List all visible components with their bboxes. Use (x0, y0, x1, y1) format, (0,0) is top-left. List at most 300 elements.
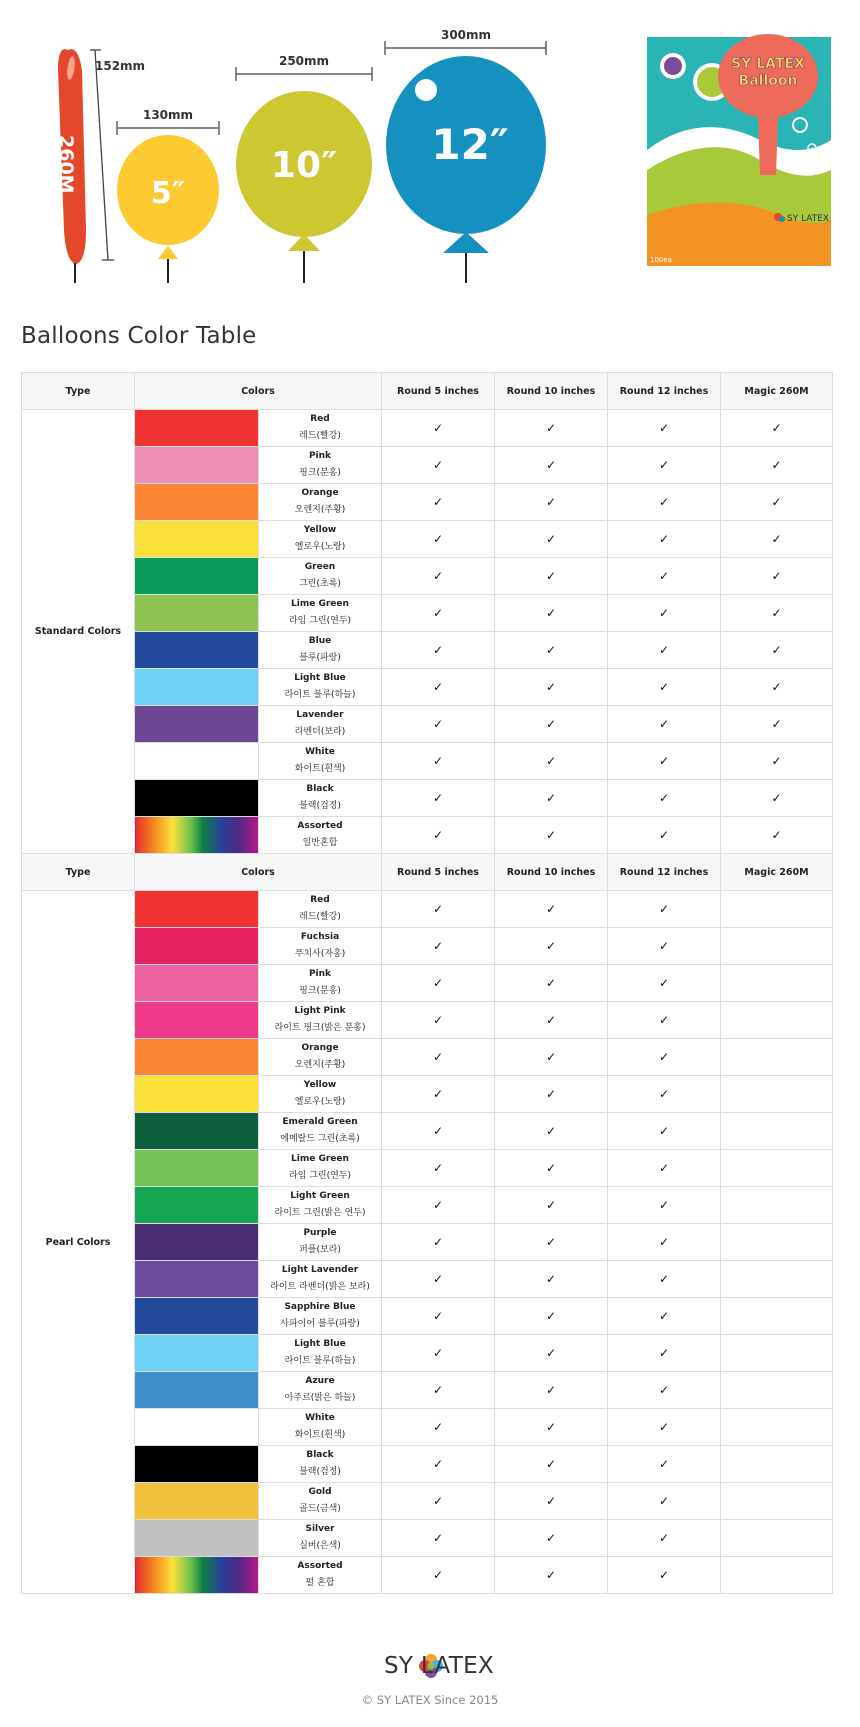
check-mark-icon: ✓ (382, 521, 495, 558)
column-header: Magic 260M (721, 373, 833, 410)
color-name-cell (259, 595, 382, 632)
color-row (22, 1520, 833, 1557)
check-mark-icon: ✓ (382, 891, 495, 928)
column-header: Round 12 inches (608, 373, 721, 410)
dim-300-label: 300mm (440, 28, 492, 42)
color-name-cell (259, 1187, 382, 1224)
color-name-en: Pink (308, 451, 332, 461)
color-name-cell (259, 780, 382, 817)
type-cell: Pearl Colors (22, 891, 135, 1594)
color-row (22, 1446, 833, 1483)
check-mark-icon: ✓ (495, 1520, 608, 1557)
check-mark-icon: ✓ (721, 447, 833, 484)
color-row (22, 743, 833, 780)
check-mark-icon: ✓ (382, 1002, 495, 1039)
color-row (22, 1224, 833, 1261)
color-swatch (135, 1446, 259, 1483)
check-mark-icon: ✓ (608, 1446, 721, 1483)
color-swatch (135, 410, 259, 447)
color-name-ko: 핑크(분홍) (299, 468, 341, 478)
color-row (22, 1483, 833, 1520)
column-header: Colors (135, 854, 382, 891)
color-name-ko: 블루(파랑) (299, 653, 341, 663)
check-mark-icon: ✓ (382, 1409, 495, 1446)
color-name-en: Lavender (296, 710, 344, 720)
color-name-ko: 사파이어 블루(파랑) (280, 1319, 360, 1329)
color-swatch (135, 595, 259, 632)
check-mark-icon: ✓ (382, 1298, 495, 1335)
color-swatch (135, 891, 259, 928)
color-swatch (135, 669, 259, 706)
color-swatch (135, 780, 259, 817)
color-name-ko: 라임 그린(연두) (288, 1171, 352, 1181)
empty-cell (721, 1409, 833, 1446)
check-mark-icon: ✓ (382, 1520, 495, 1557)
color-name-en: Green (304, 562, 336, 572)
balloon-260m-label: 260M (55, 135, 77, 194)
color-name-ko: 일반혼합 (302, 838, 338, 848)
color-name-ko: 에메랄드 그린(초록) (280, 1134, 360, 1144)
color-name-ko: 실버(은색) (299, 1541, 341, 1551)
color-swatch (135, 1076, 259, 1113)
check-mark-icon: ✓ (495, 1076, 608, 1113)
color-name-ko: 옐로우(노랑) (294, 542, 346, 552)
check-mark-icon: ✓ (608, 1335, 721, 1372)
check-mark-icon: ✓ (608, 1224, 721, 1261)
balloon-package (647, 34, 831, 266)
color-swatch (135, 817, 259, 854)
check-mark-icon: ✓ (382, 1446, 495, 1483)
color-name-cell (259, 1483, 382, 1520)
check-mark-icon: ✓ (495, 632, 608, 669)
color-swatch (135, 706, 259, 743)
check-mark-icon: ✓ (382, 632, 495, 669)
color-name-cell (259, 891, 382, 928)
check-mark-icon: ✓ (608, 410, 721, 447)
check-mark-icon: ✓ (382, 965, 495, 1002)
color-name-cell (259, 1372, 382, 1409)
check-mark-icon: ✓ (608, 1187, 721, 1224)
color-name-ko: 블랙(검정) (299, 801, 341, 811)
dim-250 (236, 67, 372, 81)
color-swatch (135, 1224, 259, 1261)
footer-brand: SY LATEX (384, 1653, 494, 1679)
color-name-ko: 퍼플(보라) (299, 1245, 341, 1255)
color-swatch (135, 447, 259, 484)
dim-250-label: 250mm (278, 54, 330, 68)
color-row (22, 484, 833, 521)
color-name-en: Lime Green (291, 1154, 349, 1164)
check-mark-icon: ✓ (382, 1224, 495, 1261)
column-header: Colors (135, 373, 382, 410)
package-logo: SY LATEX (787, 214, 830, 224)
color-name-cell (259, 1409, 382, 1446)
check-mark-icon: ✓ (495, 1409, 608, 1446)
check-mark-icon: ✓ (608, 1557, 721, 1594)
color-name-en: Light Pink (294, 1006, 346, 1016)
color-name-en: Black (306, 784, 334, 794)
check-mark-icon: ✓ (495, 817, 608, 854)
check-mark-icon: ✓ (608, 447, 721, 484)
color-row (22, 1076, 833, 1113)
check-mark-icon: ✓ (721, 817, 833, 854)
color-name-en: Yellow (303, 1080, 337, 1090)
check-mark-icon: ✓ (495, 706, 608, 743)
check-mark-icon: ✓ (382, 780, 495, 817)
check-mark-icon: ✓ (382, 1039, 495, 1076)
check-mark-icon: ✓ (495, 743, 608, 780)
color-name-cell (259, 1298, 382, 1335)
color-swatch (135, 484, 259, 521)
check-mark-icon: ✓ (608, 1409, 721, 1446)
page-title: Balloons Color Table (21, 323, 257, 349)
color-name-cell (259, 410, 382, 447)
color-name-en: Sapphire Blue (284, 1302, 356, 1312)
color-name-cell (259, 1557, 382, 1594)
empty-cell (721, 1224, 833, 1261)
color-row (22, 669, 833, 706)
column-header: Round 5 inches (382, 854, 495, 891)
check-mark-icon: ✓ (495, 1113, 608, 1150)
color-name-ko: 라이트 핑크(밝은 분홍) (274, 1023, 366, 1033)
color-swatch (135, 558, 259, 595)
balloon-5in (117, 135, 219, 283)
table-header-row (22, 854, 833, 891)
color-name-cell (259, 447, 382, 484)
empty-cell (721, 1039, 833, 1076)
check-mark-icon: ✓ (382, 1187, 495, 1224)
color-row (22, 1409, 833, 1446)
color-swatch (135, 1261, 259, 1298)
color-name-en: Orange (301, 1043, 339, 1053)
color-swatch (135, 1113, 259, 1150)
color-row (22, 965, 833, 1002)
check-mark-icon: ✓ (608, 817, 721, 854)
color-row (22, 891, 833, 928)
color-name-en: Azure (305, 1376, 335, 1386)
check-mark-icon: ✓ (608, 484, 721, 521)
color-name-en: Emerald Green (282, 1117, 358, 1127)
balloon-12in-label: 12″ (431, 120, 509, 169)
color-name-en: Yellow (303, 525, 337, 535)
check-mark-icon: ✓ (495, 447, 608, 484)
empty-cell (721, 1261, 833, 1298)
color-name-en: Red (310, 414, 330, 424)
color-swatch (135, 965, 259, 1002)
empty-cell (721, 1150, 833, 1187)
color-name-cell (259, 817, 382, 854)
balloon-10in-label: 10″ (270, 145, 338, 186)
color-row (22, 1002, 833, 1039)
color-name-en: Orange (301, 488, 339, 498)
color-name-cell (259, 1002, 382, 1039)
empty-cell (721, 965, 833, 1002)
color-name-cell (259, 1039, 382, 1076)
check-mark-icon: ✓ (382, 1261, 495, 1298)
check-mark-icon: ✓ (495, 410, 608, 447)
color-name-ko: 라이트 블루(하늘) (284, 690, 356, 700)
empty-cell (721, 1187, 833, 1224)
color-name-ko: 펄 혼합 (305, 1578, 335, 1588)
color-row (22, 447, 833, 484)
color-row (22, 817, 833, 854)
color-name-cell (259, 1113, 382, 1150)
empty-cell (721, 1113, 833, 1150)
check-mark-icon: ✓ (495, 669, 608, 706)
check-mark-icon: ✓ (382, 1372, 495, 1409)
check-mark-icon: ✓ (608, 521, 721, 558)
check-mark-icon: ✓ (721, 484, 833, 521)
color-row (22, 521, 833, 558)
color-name-ko: 그린(초록) (299, 579, 341, 589)
color-name-en: Light Lavender (281, 1265, 359, 1275)
check-mark-icon: ✓ (608, 1150, 721, 1187)
color-name-cell (259, 1261, 382, 1298)
column-header: Round 12 inches (608, 854, 721, 891)
check-mark-icon: ✓ (608, 1261, 721, 1298)
balloon-12in (386, 56, 546, 283)
check-mark-icon: ✓ (608, 558, 721, 595)
color-swatch (135, 1187, 259, 1224)
column-header: Round 10 inches (495, 854, 608, 891)
color-row (22, 1372, 833, 1409)
check-mark-icon: ✓ (495, 1150, 608, 1187)
color-row (22, 595, 833, 632)
color-swatch (135, 1557, 259, 1594)
color-name-ko: 화이트(흰색) (294, 1430, 346, 1440)
check-mark-icon: ✓ (495, 484, 608, 521)
check-mark-icon: ✓ (608, 595, 721, 632)
color-name-ko: 레드(빨강) (299, 912, 341, 922)
color-row (22, 1187, 833, 1224)
color-name-ko: 골드(금색) (299, 1504, 341, 1514)
table-header-row (22, 373, 833, 410)
color-swatch (135, 1150, 259, 1187)
check-mark-icon: ✓ (721, 743, 833, 780)
color-swatch (135, 1520, 259, 1557)
dim-300 (385, 41, 546, 55)
balloon-260m (55, 49, 86, 283)
check-mark-icon: ✓ (495, 521, 608, 558)
color-swatch (135, 1335, 259, 1372)
color-name-ko: 화이트(흰색) (294, 764, 346, 774)
check-mark-icon: ✓ (382, 669, 495, 706)
check-mark-icon: ✓ (608, 706, 721, 743)
check-mark-icon: ✓ (495, 595, 608, 632)
footer-copyright: © SY LATEX Since 2015 (361, 1693, 499, 1707)
check-mark-icon: ✓ (382, 1483, 495, 1520)
color-name-en: Gold (308, 1487, 332, 1497)
color-name-en: White (305, 747, 335, 757)
color-name-ko: 블랙(검정) (299, 1467, 341, 1477)
check-mark-icon: ✓ (721, 780, 833, 817)
color-table (21, 372, 833, 1594)
type-cell: Standard Colors (22, 410, 135, 854)
empty-cell (721, 1520, 833, 1557)
check-mark-icon: ✓ (495, 558, 608, 595)
color-row (22, 410, 833, 447)
color-name-ko: 아주르(밝은 하늘) (284, 1393, 356, 1403)
package-count: 100ea (650, 256, 672, 264)
check-mark-icon: ✓ (608, 1039, 721, 1076)
check-mark-icon: ✓ (382, 1335, 495, 1372)
check-mark-icon: ✓ (721, 706, 833, 743)
color-name-cell (259, 1224, 382, 1261)
color-swatch (135, 928, 259, 965)
color-name-cell (259, 1446, 382, 1483)
check-mark-icon: ✓ (382, 928, 495, 965)
check-mark-icon: ✓ (382, 817, 495, 854)
check-mark-icon: ✓ (608, 780, 721, 817)
check-mark-icon: ✓ (382, 447, 495, 484)
check-mark-icon: ✓ (721, 595, 833, 632)
check-mark-icon: ✓ (495, 1483, 608, 1520)
color-row (22, 1298, 833, 1335)
empty-cell (721, 1002, 833, 1039)
check-mark-icon: ✓ (495, 1557, 608, 1594)
color-row (22, 1335, 833, 1372)
package-product: Balloon (738, 73, 798, 89)
check-mark-icon: ✓ (608, 1298, 721, 1335)
color-name-en: Light Blue (294, 1339, 346, 1349)
color-name-cell (259, 1520, 382, 1557)
color-name-ko: 라이트 블루(하늘) (284, 1356, 356, 1366)
color-row (22, 928, 833, 965)
color-row (22, 706, 833, 743)
color-name-ko: 오렌지(주황) (294, 1060, 346, 1070)
color-name-en: Assorted (297, 821, 343, 831)
column-header: Type (22, 373, 135, 410)
color-row (22, 780, 833, 817)
color-name-cell (259, 669, 382, 706)
color-row (22, 558, 833, 595)
column-header: Round 5 inches (382, 373, 495, 410)
color-name-en: Black (306, 1450, 334, 1460)
color-name-cell (259, 743, 382, 780)
check-mark-icon: ✓ (608, 1076, 721, 1113)
color-swatch (135, 1039, 259, 1076)
color-name-ko: 라벤더(보라) (294, 727, 346, 737)
check-mark-icon: ✓ (495, 1224, 608, 1261)
color-row (22, 1557, 833, 1594)
check-mark-icon: ✓ (495, 928, 608, 965)
check-mark-icon: ✓ (382, 410, 495, 447)
check-mark-icon: ✓ (721, 410, 833, 447)
color-name-en: Blue (308, 636, 332, 646)
check-mark-icon: ✓ (382, 743, 495, 780)
check-mark-icon: ✓ (495, 965, 608, 1002)
check-mark-icon: ✓ (495, 891, 608, 928)
empty-cell (721, 1557, 833, 1594)
color-name-en: Light Blue (294, 673, 346, 683)
check-mark-icon: ✓ (495, 1187, 608, 1224)
empty-cell (721, 1298, 833, 1335)
color-swatch (135, 1298, 259, 1335)
check-mark-icon: ✓ (495, 1002, 608, 1039)
empty-cell (721, 891, 833, 928)
package-brand: SY LATEX (731, 56, 805, 72)
check-mark-icon: ✓ (608, 928, 721, 965)
check-mark-icon: ✓ (608, 1483, 721, 1520)
check-mark-icon: ✓ (495, 1261, 608, 1298)
color-name-cell (259, 1076, 382, 1113)
color-swatch (135, 521, 259, 558)
balloon-size-illustration (0, 0, 860, 300)
empty-cell (721, 1446, 833, 1483)
check-mark-icon: ✓ (721, 669, 833, 706)
color-swatch (135, 632, 259, 669)
color-swatch (135, 1002, 259, 1039)
color-name-cell (259, 558, 382, 595)
color-name-cell (259, 928, 382, 965)
color-swatch (135, 1483, 259, 1520)
check-mark-icon: ✓ (721, 521, 833, 558)
color-name-ko: 핑크(분홍) (299, 986, 341, 996)
empty-cell (721, 1076, 833, 1113)
empty-cell (721, 1372, 833, 1409)
check-mark-icon: ✓ (495, 780, 608, 817)
color-swatch (135, 1372, 259, 1409)
check-mark-icon: ✓ (495, 1039, 608, 1076)
column-header: Round 10 inches (495, 373, 608, 410)
check-mark-icon: ✓ (382, 484, 495, 521)
check-mark-icon: ✓ (382, 706, 495, 743)
color-name-ko: 라임 그린(연두) (288, 616, 352, 626)
empty-cell (721, 1483, 833, 1520)
dim-152 (90, 50, 114, 260)
check-mark-icon: ✓ (721, 558, 833, 595)
color-name-en: Red (310, 895, 330, 905)
color-row (22, 1261, 833, 1298)
color-name-cell (259, 632, 382, 669)
check-mark-icon: ✓ (382, 1150, 495, 1187)
color-name-ko: 옐로우(노랑) (294, 1097, 346, 1107)
color-name-en: Assorted (297, 1561, 343, 1571)
color-name-ko: 라이트 그린(밝은 연두) (274, 1208, 366, 1218)
dim-152-label: 152mm (95, 59, 146, 73)
color-name-en: White (305, 1413, 335, 1423)
color-name-en: Silver (305, 1524, 335, 1534)
color-name-cell (259, 1150, 382, 1187)
check-mark-icon: ✓ (608, 1113, 721, 1150)
color-name-cell (259, 965, 382, 1002)
color-name-en: Light Green (290, 1191, 350, 1201)
balloon-5in-label: 5″ (150, 176, 186, 211)
check-mark-icon: ✓ (495, 1372, 608, 1409)
dim-130 (117, 121, 219, 135)
check-mark-icon: ✓ (382, 1557, 495, 1594)
column-header: Magic 260M (721, 854, 833, 891)
check-mark-icon: ✓ (608, 1002, 721, 1039)
dim-130-label: 130mm (142, 108, 194, 122)
color-name-ko: 푸치사(자홍) (294, 949, 346, 959)
check-mark-icon: ✓ (721, 632, 833, 669)
color-name-ko: 레드(빨강) (299, 431, 341, 441)
column-header: Type (22, 854, 135, 891)
color-name-cell (259, 484, 382, 521)
color-row (22, 1113, 833, 1150)
check-mark-icon: ✓ (382, 558, 495, 595)
color-name-en: Lime Green (291, 599, 349, 609)
color-name-cell (259, 521, 382, 558)
color-name-ko: 라이트 라벤더(밝은 보라) (270, 1282, 370, 1292)
check-mark-icon: ✓ (608, 669, 721, 706)
check-mark-icon: ✓ (382, 1113, 495, 1150)
check-mark-icon: ✓ (608, 965, 721, 1002)
balloon-10in (236, 91, 372, 283)
check-mark-icon: ✓ (608, 632, 721, 669)
color-row (22, 632, 833, 669)
